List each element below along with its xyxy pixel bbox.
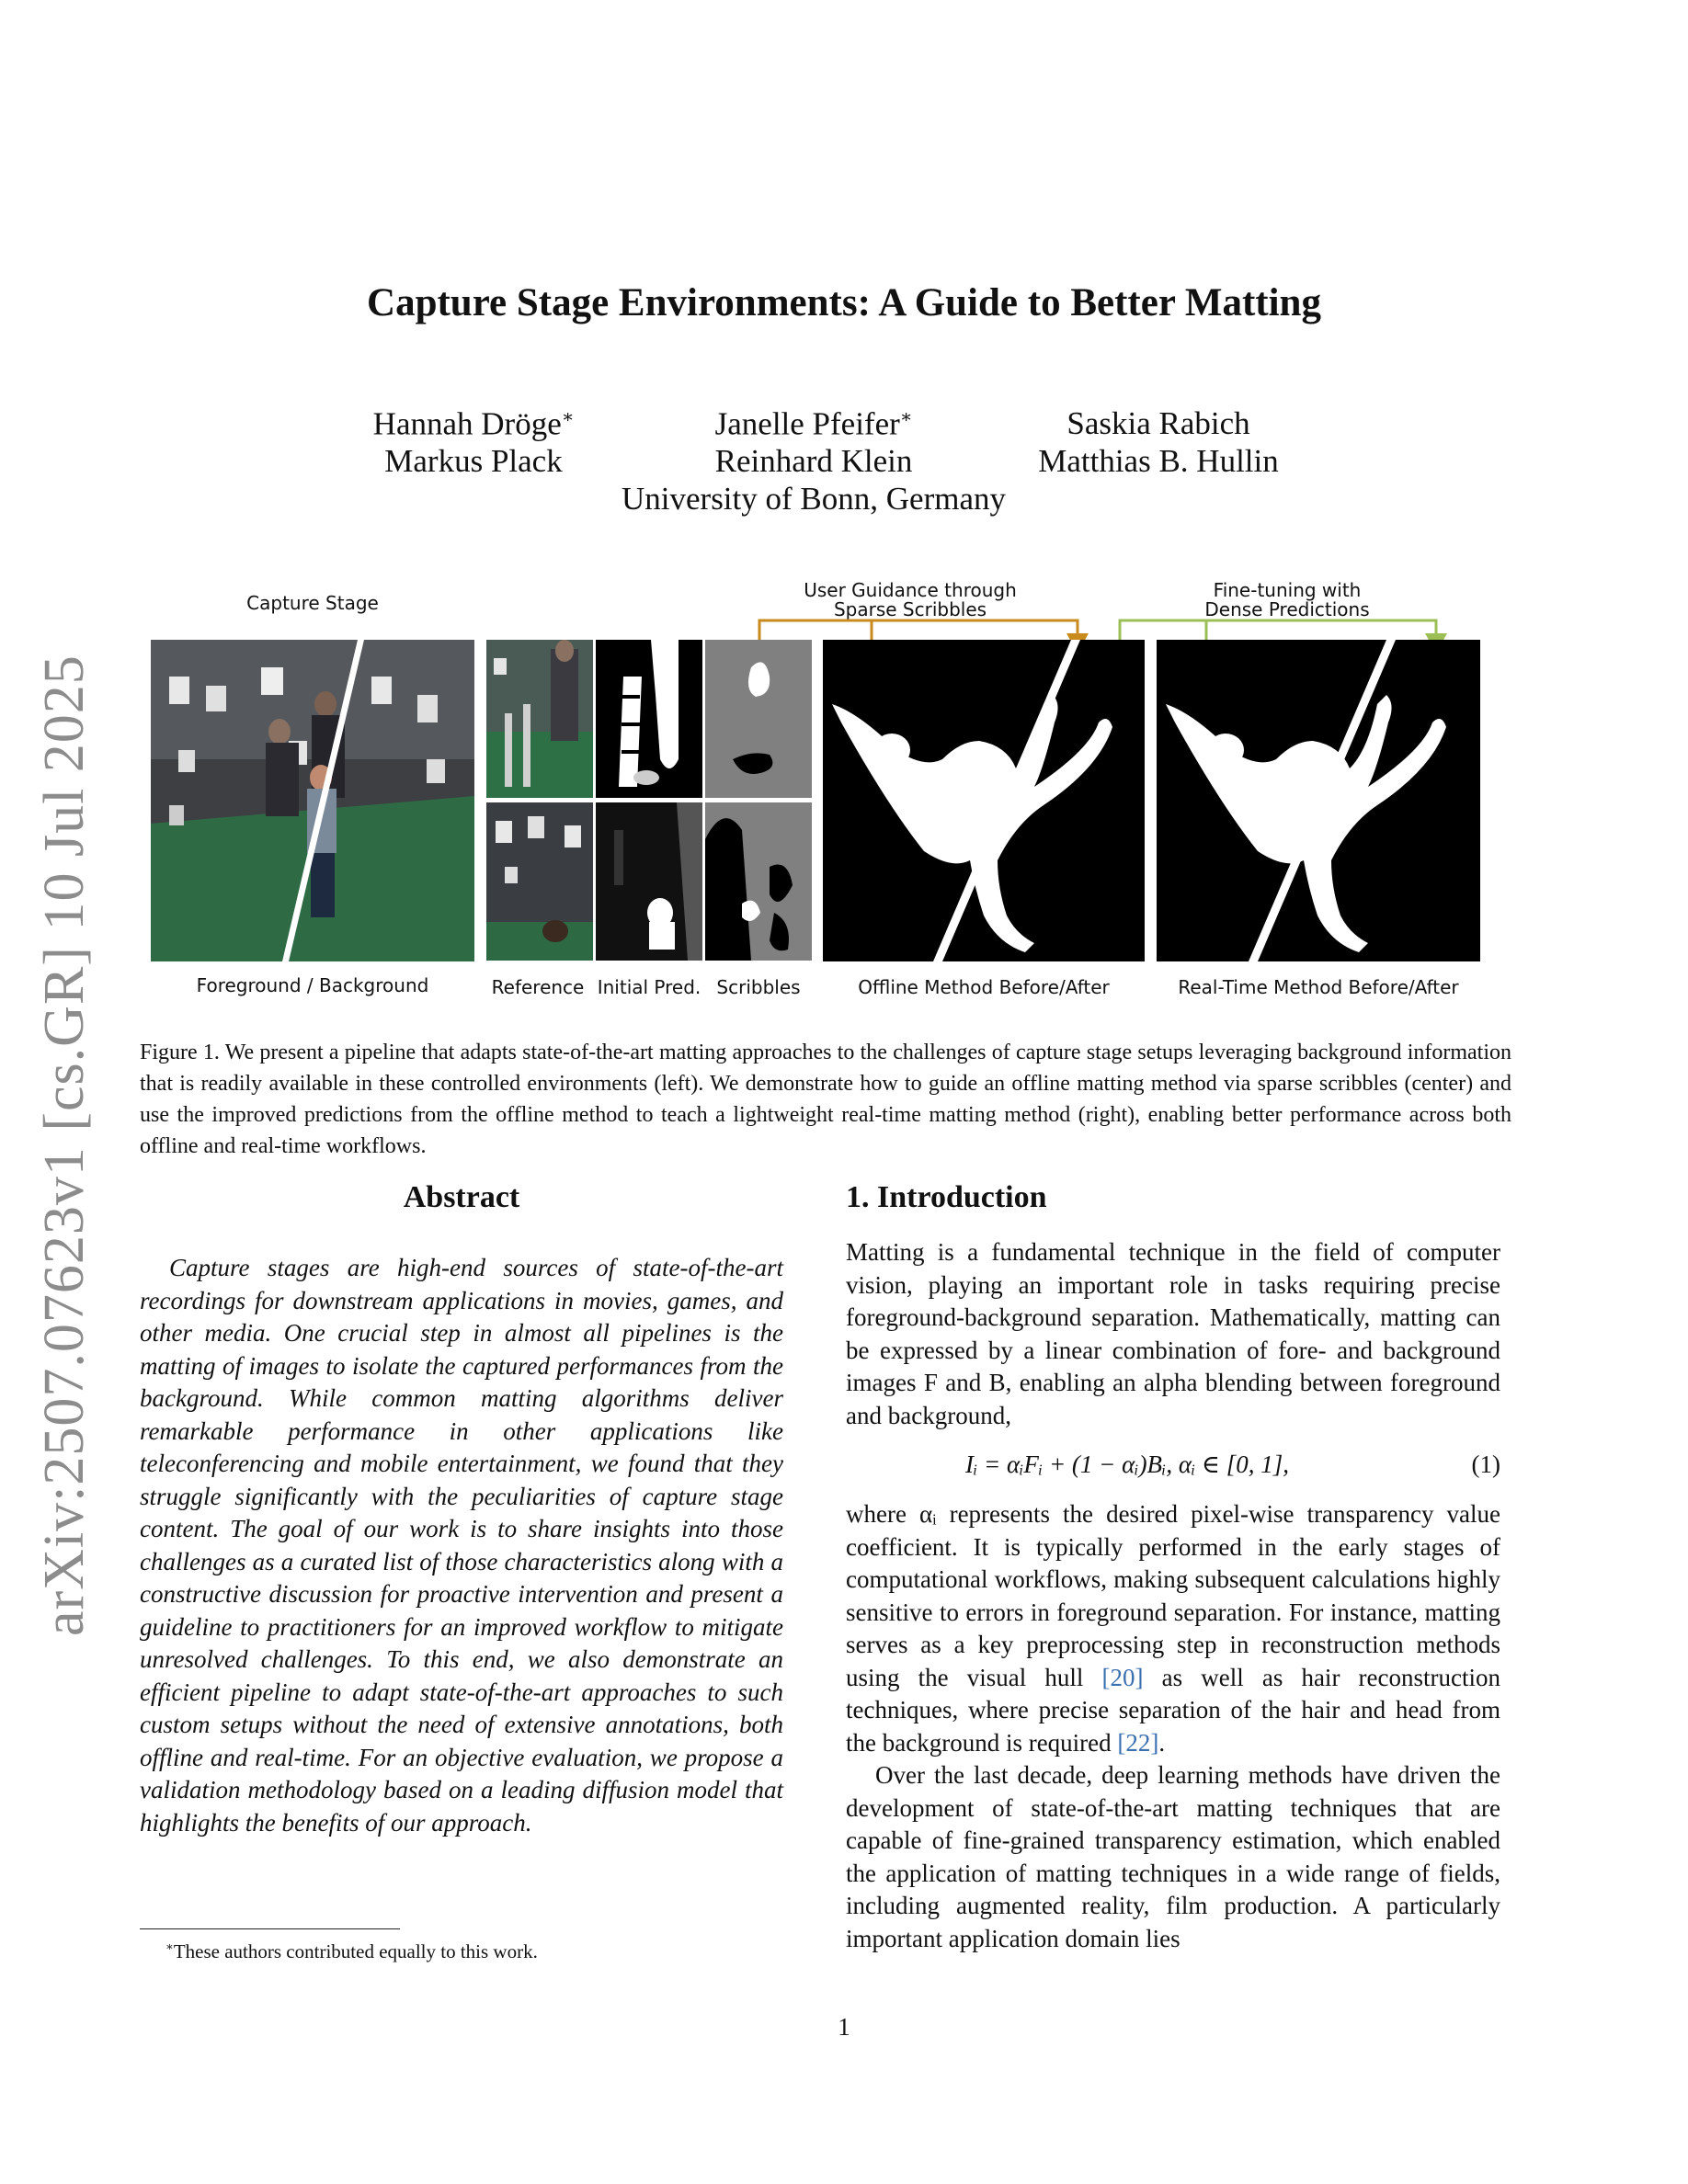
citation-22[interactable]: [22] xyxy=(1117,1728,1159,1757)
figure-caption: Figure 1. We present a pipeline that adapts state-of-the-art matting approaches to the challenges of capture stage setups leveraging background information that is readily available in these controlled environments (left). We demonstrate how to guide an offline matting method via sparse scribbles (center) and use the improved predictions from the offline method to teach a lightweight real-time matting method (right), enabling better performance across both offline and real-time workflows. xyxy=(140,1041,1511,1158)
paper-title: Capture Stage Environments: A Guide to Better Matting xyxy=(367,281,1321,324)
label-reference: Reference xyxy=(491,976,585,998)
arxiv-stamp: arXiv:2507.07623v1 [cs.GR] 10 Jul 2025 xyxy=(33,654,96,1636)
equation-1 xyxy=(846,1450,1500,1484)
footnote-rule xyxy=(140,1928,400,1929)
scribbles-image-2 xyxy=(705,802,812,961)
capture-stage-image xyxy=(151,640,474,961)
equation-number: (1) xyxy=(1471,1450,1500,1478)
realtime-method-image xyxy=(1157,640,1480,961)
reference-image-2 xyxy=(486,802,593,961)
intro-paragraph-2: where αᵢ represents the desired pixel-wise transparency value coefficient. It is typically performed in the early stages of computational workflows, making subsequent calculations highly sensitive to errors in foreground separation. For instance, matting serves as a key preprocessing step in reconstruction methods using the visual hull [20] as well as hair reconstruction techniques, where precise separation of the hair and head from the background is required [22]. xyxy=(846,1500,1500,1757)
label-capture-stage: Capture Stage xyxy=(246,592,379,614)
intro-paragraph-1: Matting is a fundamental technique in the field of computer vision, playing an important role in tasks requiring precise foreground-background separation. Mathematically, matting can be expressed by a linear combination of fore- and background images F and B, enabling an alpha blending between foreground and background, xyxy=(846,1238,1500,1429)
label-fg-bg: Foreground / Background xyxy=(196,974,429,996)
label-user-guidance-2: Sparse Scribbles xyxy=(833,598,987,620)
reference-image-1 xyxy=(486,640,593,798)
label-user-guidance-1: User Guidance through xyxy=(804,579,1017,601)
label-finetune-2: Dense Predictions xyxy=(1204,598,1370,620)
label-offline: Offline Method Before/After xyxy=(858,976,1110,998)
footnote: ∗These authors contributed equally to this work. xyxy=(165,1939,538,1962)
author-droge: Hannah Dröge∗ xyxy=(372,405,575,442)
scribbles-image-1 xyxy=(705,640,812,798)
author-pfeifer: Janelle Pfeifer∗ xyxy=(714,405,913,442)
abstract-text: Capture stages are high-end sources of state-of-the-art recordings for downstream applications in movies, games, and other media. One crucial step in almost all pipelines is the matting of images to isolate the captured performances from the background. While common matting algorithms deliver remarkable performance in other applications like teleconferencing and mobile entertainment, we found that they struggle significantly with the peculiarities of capture stage content. The goal of our work is to share insights into those challenges as a curated list of those characteristics along with a constructive discussion for proactive intervention and present a guideline to practitioners for an improved workflow to mitigate unresolved challenges. To this end, we also demonstrate an efficient pipeline to adapt state-of-the-art approaches to such custom setups without the need of extensive annotations, both offline and real-time. For an objective evaluation, we propose a validation methodology based on a leading diffusion model that highlights the benefits of our approach. xyxy=(140,1254,783,1837)
author-plack: Markus Plack xyxy=(384,443,563,479)
label-finetune-1: Fine-tuning with xyxy=(1213,579,1362,601)
author-rabich: Saskia Rabich xyxy=(1066,405,1250,441)
author-klein: Reinhard Klein xyxy=(714,443,913,479)
author-hullin: Matthias B. Hullin xyxy=(1038,443,1279,479)
label-scribbles: Scribbles xyxy=(716,976,801,998)
label-initial-pred: Initial Pred. xyxy=(597,976,701,998)
citation-20[interactable]: [20] xyxy=(1101,1663,1144,1691)
initial-pred-image-2 xyxy=(596,802,702,961)
initial-pred-image-1 xyxy=(596,640,702,798)
equation-formula: Iᵢ = αᵢFᵢ + (1 − αᵢ)Bᵢ, αᵢ ∈ [0, 1], xyxy=(965,1450,1290,1478)
offline-method-image xyxy=(823,640,1145,961)
intro-paragraph-3: Over the last decade, deep learning methods have driven the development of state-of-the-art matting techniques that are capable of fine-grained transparency estimation, which enabled the application of matting techniques in a wide range of fields, including augmented reality, film production. A particularly important application domain lies xyxy=(846,1761,1500,1952)
affiliation: University of Bonn, Germany xyxy=(622,481,1006,517)
label-realtime: Real-Time Method Before/After xyxy=(1178,976,1459,998)
page-number: 1 xyxy=(838,2013,850,2041)
abstract-heading: Abstract xyxy=(403,1180,520,1214)
introduction-heading: 1. Introduction xyxy=(846,1180,1047,1214)
